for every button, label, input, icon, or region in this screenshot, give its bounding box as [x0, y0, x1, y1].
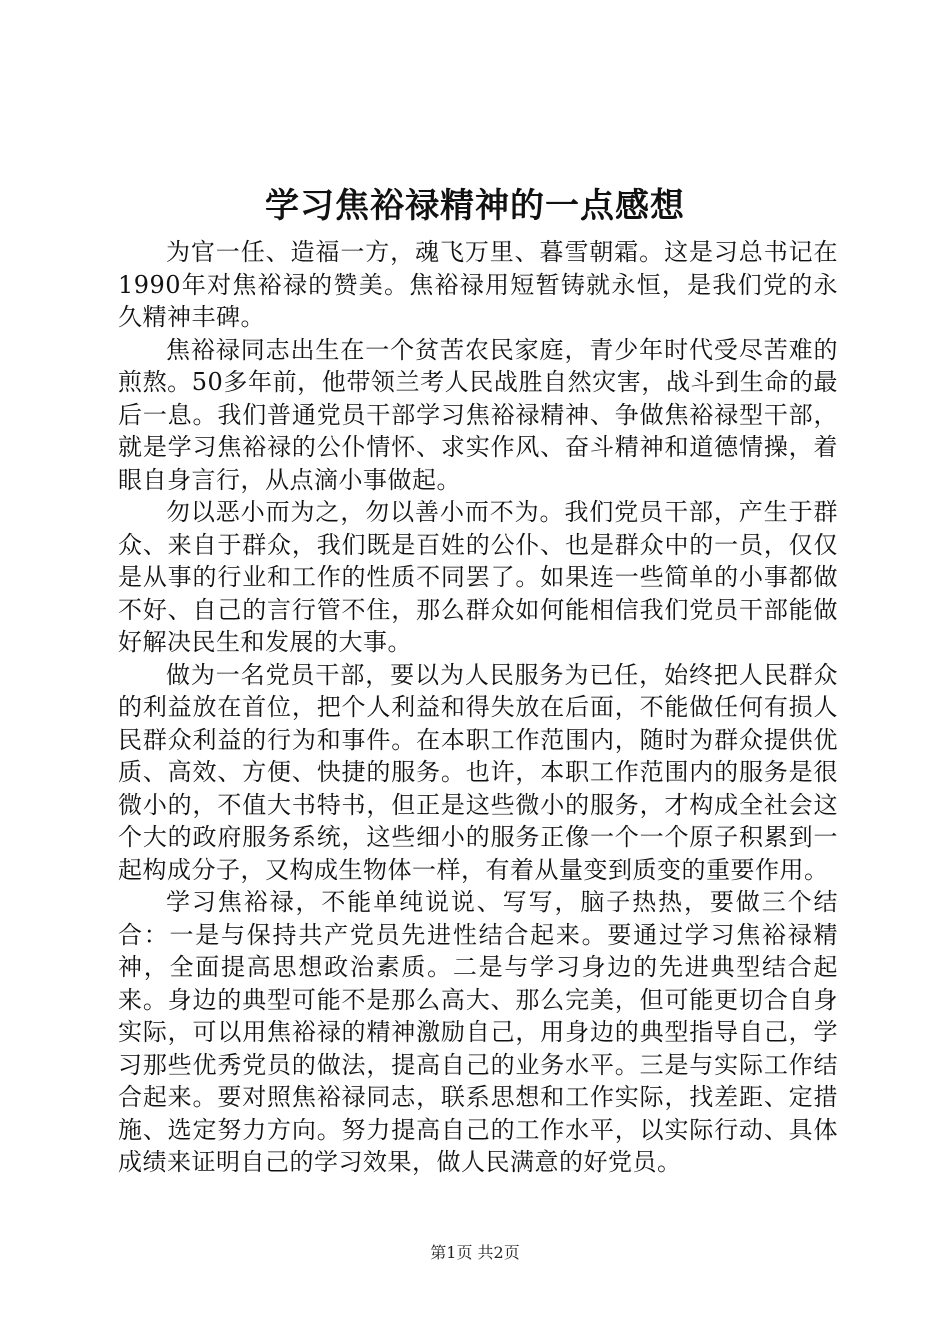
document-title: 学习焦裕禄精神的一点感想: [265, 186, 685, 226]
page-number-footer: 第1页 共2页: [430, 1243, 520, 1262]
paragraph-1: 为官一任、造福一方，魂飞万里、暮雪朝霜。这是习总书记在1990年对焦裕禄的赞美。焦裕禄用短暂铸就永恒，是我们党的永久精神丰碑。: [118, 238, 838, 331]
paragraph-2: 焦裕禄同志出生在一个贫苦农民家庭，青少年时代受尽苦难的煎熬。50多年前，他带领兰考人民战胜自然灾害，战斗到生命的最后一息。我们普通党员干部学习焦裕禄精神、争做焦裕禄型干部，就是学习焦裕禄的公仆情怀、求实作风、奋斗精神和道德情操，着眼自身言行，从点滴小事做起。: [118, 335, 838, 494]
paragraph-5: 学习焦裕禄，不能单纯说说、写写，脑子热热，要做三个结合：一是与保持共产党员先进性结合起来。要通过学习焦裕禄精神，全面提高思想政治素质。二是与学习身边的先进典型结合起来。身边的典型可能不是那么高大、那么完美，但可能更切合自身实际，可以用焦裕禄的精神激励自己，用身边的典型指导自己，学习那些优秀党员的做法，提高自己的业务水平。三是与实际工作结合起来。要对照焦裕禄同志，联系思想和工作实际，找差距、定措施、选定努力方向。努力提高自己的工作水平，以实际行动、具体成绩来证明自己的学习效果，做人民满意的好党员。: [118, 888, 838, 1176]
paragraph-3: 勿以恶小而为之，勿以善小而不为。我们党员干部，产生于群众、来自于群众，我们既是百姓的公仆、也是群众中的一员，仅仅是从事的行业和工作的性质不同罢了。如果连一些简单的小事都做不好、自己的言行管不住，那么群众如何能相信我们党员干部能做好解决民生和发展的大事。: [118, 498, 838, 656]
paragraph-4: 做为一名党员干部，要以为人民服务为已任，始终把人民群众的利益放在首位，把个人利益和得失放在后面，不能做任何有损人民群众利益的行为和事件。在本职工作范围内，随时为群众提供优质、高效、方便、快捷的服务。也许，本职工作范围内的服务是很微小的，不值大书特书，但正是这些微小的服务，才构成全社会这个大的政府服务系统，这些细小的服务正像一个一个原子积累到一起构成分子，又构成生物体一样，有着从量变到质变的重要作用。: [118, 660, 838, 884]
document-body: [118, 236, 838, 1179]
